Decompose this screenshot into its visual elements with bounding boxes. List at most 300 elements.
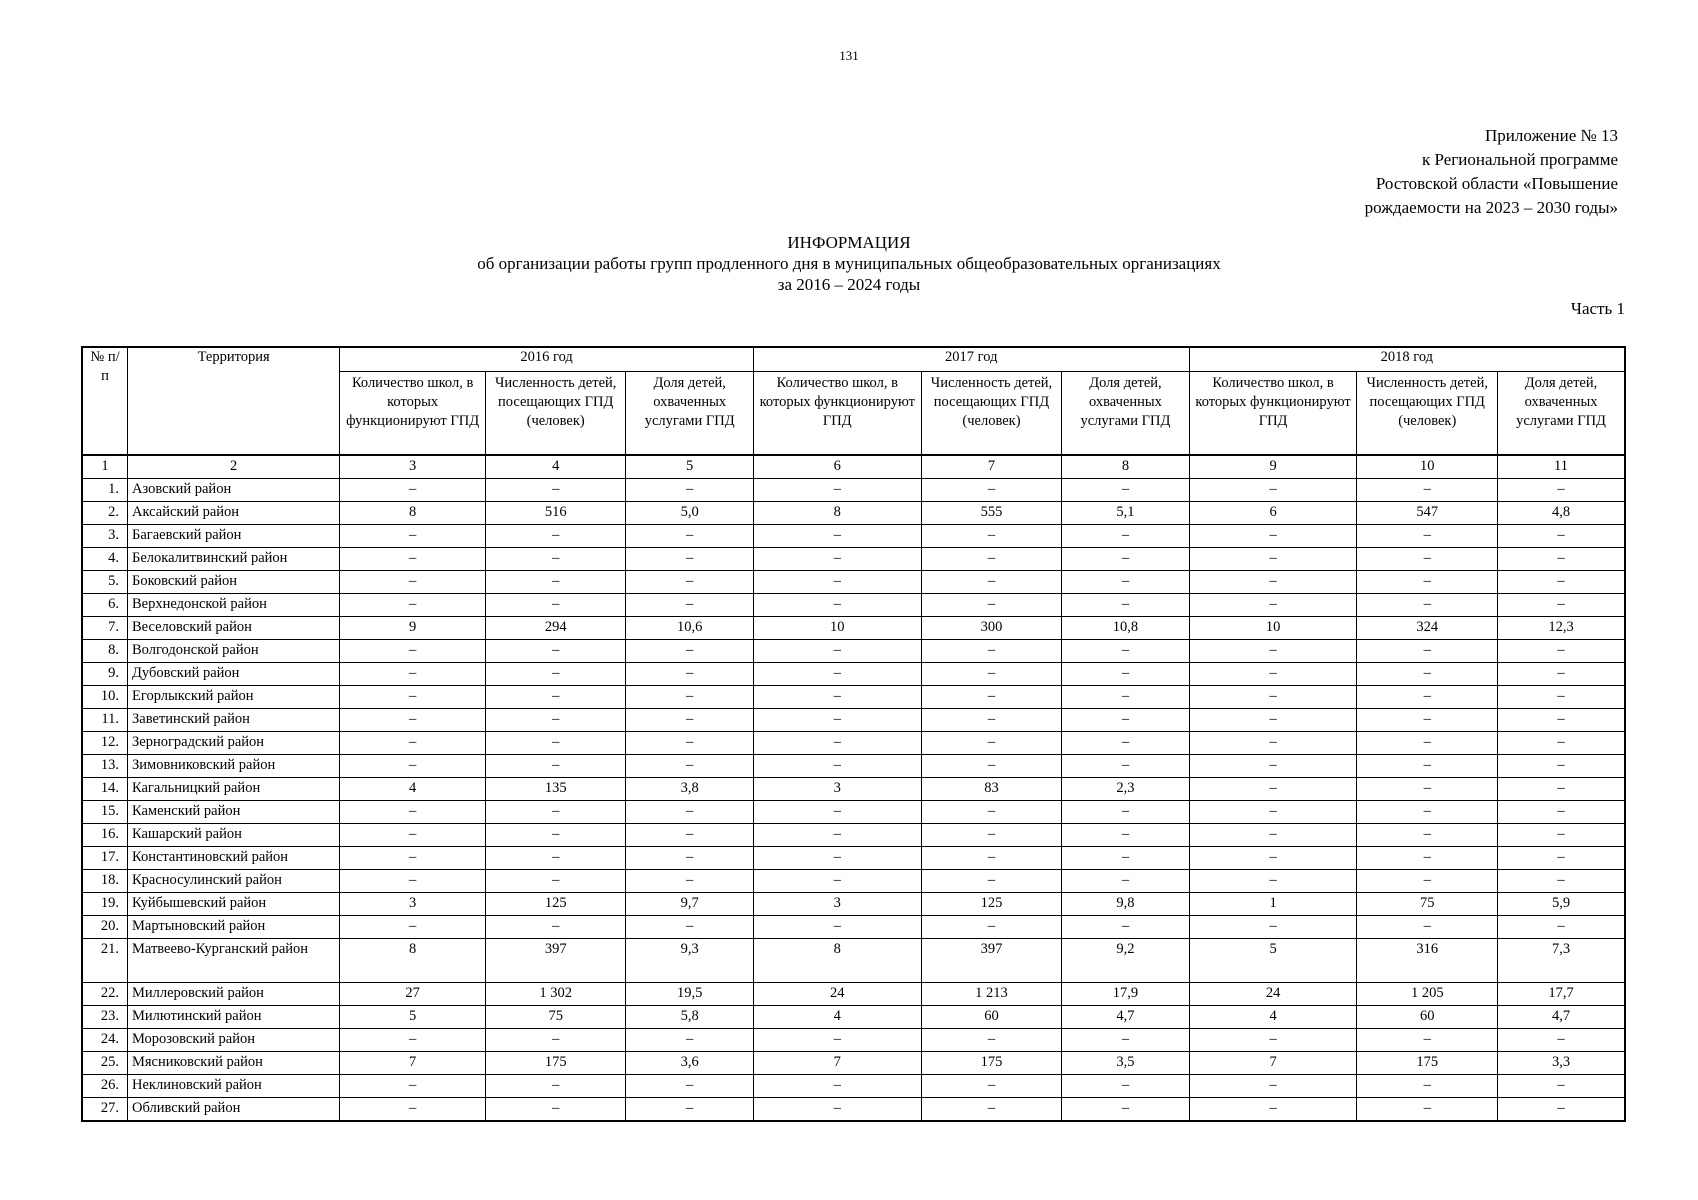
value-cell: – [753, 732, 921, 755]
table-row [82, 663, 1625, 686]
row-number: 18. [82, 870, 128, 893]
value-cell: – [340, 732, 486, 755]
value-cell: – [1357, 1075, 1498, 1098]
column-number: 1 [82, 455, 128, 479]
value-cell: – [340, 755, 486, 778]
value-cell: – [921, 801, 1062, 824]
value-cell: – [485, 1075, 626, 1098]
value-cell: – [753, 479, 921, 502]
value-cell: – [1357, 663, 1498, 686]
info-table [81, 346, 1626, 1122]
value-cell: – [1189, 594, 1357, 617]
value-cell: 17,7 [1498, 983, 1625, 1006]
table-row [82, 732, 1625, 755]
header-children-share: Доля детей, охваченных услугами ГПД [1498, 372, 1625, 456]
column-number: 10 [1357, 455, 1498, 479]
value-cell: 75 [485, 1006, 626, 1029]
value-cell: – [1498, 548, 1625, 571]
row-number: 9. [82, 663, 128, 686]
value-cell: – [340, 1075, 486, 1098]
value-cell: – [626, 479, 753, 502]
value-cell: – [340, 824, 486, 847]
value-cell: – [485, 594, 626, 617]
value-cell: – [1189, 732, 1357, 755]
table-row [82, 525, 1625, 548]
value-cell: – [340, 594, 486, 617]
value-cell: 75 [1357, 893, 1498, 916]
territory-name: Веселовский район [128, 617, 340, 640]
value-cell: 5,1 [1062, 502, 1189, 525]
territory-name: Верхнедонской район [128, 594, 340, 617]
header-children-share: Доля детей, охваченных услугами ГПД [1062, 372, 1189, 456]
territory-name: Заветинский район [128, 709, 340, 732]
value-cell: – [1189, 1098, 1357, 1122]
value-cell: – [340, 686, 486, 709]
value-cell: 83 [921, 778, 1062, 801]
value-cell: – [485, 755, 626, 778]
value-cell: – [1189, 479, 1357, 502]
value-cell: – [485, 824, 626, 847]
value-cell: 9,2 [1062, 939, 1189, 983]
value-cell: – [340, 663, 486, 686]
value-cell: – [485, 732, 626, 755]
value-cell: 3,6 [626, 1052, 753, 1075]
territory-name: Егорлыкский район [128, 686, 340, 709]
value-cell: – [1357, 640, 1498, 663]
table-row [82, 1029, 1625, 1052]
value-cell: – [921, 824, 1062, 847]
value-cell: 3,5 [1062, 1052, 1189, 1075]
value-cell: 135 [485, 778, 626, 801]
territory-name: Багаевский район [128, 525, 340, 548]
value-cell: – [753, 525, 921, 548]
value-cell: – [1062, 479, 1189, 502]
row-number: 23. [82, 1006, 128, 1029]
table-row [82, 983, 1625, 1006]
value-cell: – [485, 870, 626, 893]
value-cell: 294 [485, 617, 626, 640]
value-cell: 9,3 [626, 939, 753, 983]
value-cell: – [626, 686, 753, 709]
value-cell: – [626, 525, 753, 548]
value-cell: 1 302 [485, 983, 626, 1006]
value-cell: – [1189, 824, 1357, 847]
value-cell: – [1189, 525, 1357, 548]
value-cell: – [1498, 1098, 1625, 1122]
territory-name: Куйбышевский район [128, 893, 340, 916]
value-cell: – [1498, 778, 1625, 801]
row-number: 12. [82, 732, 128, 755]
value-cell: 1 205 [1357, 983, 1498, 1006]
value-cell: – [753, 847, 921, 870]
value-cell: – [1062, 709, 1189, 732]
value-cell: – [921, 548, 1062, 571]
value-cell: – [1498, 594, 1625, 617]
header-schools-count: Количество школ, в которых функционируют ГПД [753, 372, 921, 456]
value-cell: 3 [753, 778, 921, 801]
value-cell: – [485, 847, 626, 870]
column-number: 7 [921, 455, 1062, 479]
value-cell: – [1357, 824, 1498, 847]
value-cell: 7 [1189, 1052, 1357, 1075]
value-cell: – [485, 525, 626, 548]
value-cell: – [1062, 594, 1189, 617]
territory-name: Боковский район [128, 571, 340, 594]
value-cell: – [1498, 824, 1625, 847]
value-cell: – [1189, 571, 1357, 594]
row-number: 10. [82, 686, 128, 709]
table-row [82, 893, 1625, 916]
value-cell: – [921, 525, 1062, 548]
value-cell: – [340, 525, 486, 548]
value-cell: – [1357, 801, 1498, 824]
value-cell: – [626, 571, 753, 594]
value-cell: – [340, 709, 486, 732]
value-cell: – [340, 571, 486, 594]
value-cell: 7 [340, 1052, 486, 1075]
value-cell: – [753, 1098, 921, 1122]
value-cell: 60 [921, 1006, 1062, 1029]
table-row [82, 709, 1625, 732]
value-cell: 9,7 [626, 893, 753, 916]
territory-name: Дубовский район [128, 663, 340, 686]
value-cell: 2,3 [1062, 778, 1189, 801]
value-cell: – [753, 801, 921, 824]
appendix-note [1365, 124, 1618, 220]
territory-name: Кашарский район [128, 824, 340, 847]
value-cell: – [753, 1029, 921, 1052]
value-cell: – [921, 870, 1062, 893]
column-number: 4 [485, 455, 626, 479]
value-cell: – [921, 663, 1062, 686]
value-cell: – [626, 870, 753, 893]
value-cell: – [1189, 663, 1357, 686]
value-cell: – [1189, 1075, 1357, 1098]
value-cell: – [626, 732, 753, 755]
appendix-line: рождаемости на 2023 – 2030 годы» [1364, 198, 1618, 217]
value-cell: – [1189, 755, 1357, 778]
value-cell: 324 [1357, 617, 1498, 640]
value-cell: 3 [340, 893, 486, 916]
row-number: 21. [82, 939, 128, 983]
column-number: 11 [1498, 455, 1625, 479]
row-number: 25. [82, 1052, 128, 1075]
value-cell: – [1189, 640, 1357, 663]
value-cell: – [1062, 571, 1189, 594]
row-number: 22. [82, 983, 128, 1006]
value-cell: 9 [340, 617, 486, 640]
value-cell: – [626, 1075, 753, 1098]
value-cell: 4 [753, 1006, 921, 1029]
value-cell: 5,0 [626, 502, 753, 525]
column-number: 6 [753, 455, 921, 479]
value-cell: – [340, 1029, 486, 1052]
territory-name: Матвеево-Курганский район [128, 939, 340, 983]
header-children-share: Доля детей, охваченных услугами ГПД [626, 372, 753, 456]
row-number: 8. [82, 640, 128, 663]
territory-name: Обливский район [128, 1098, 340, 1122]
value-cell: – [485, 916, 626, 939]
value-cell: – [485, 548, 626, 571]
value-cell: – [1062, 801, 1189, 824]
value-cell: – [753, 571, 921, 594]
value-cell: 8 [753, 939, 921, 983]
table-row [82, 755, 1625, 778]
value-cell: – [340, 479, 486, 502]
table-row [82, 617, 1625, 640]
value-cell: – [1062, 1029, 1189, 1052]
value-cell: – [485, 686, 626, 709]
table-row [82, 686, 1625, 709]
value-cell: – [626, 640, 753, 663]
value-cell: – [340, 548, 486, 571]
header-year: 2018 год [1189, 347, 1625, 372]
value-cell: – [340, 640, 486, 663]
header-year: 2016 год [340, 347, 754, 372]
header-year: 2017 год [753, 347, 1189, 372]
territory-name: Красносулинский район [128, 870, 340, 893]
value-cell: 9,8 [1062, 893, 1189, 916]
value-cell: 17,9 [1062, 983, 1189, 1006]
table-row [82, 1075, 1625, 1098]
value-cell: 6 [1189, 502, 1357, 525]
territory-name: Неклиновский район [128, 1075, 340, 1098]
value-cell: – [485, 801, 626, 824]
value-cell: – [1357, 755, 1498, 778]
value-cell: – [626, 847, 753, 870]
value-cell: 8 [340, 939, 486, 983]
page-number: 131 [839, 48, 859, 63]
value-cell: – [921, 755, 1062, 778]
value-cell: – [1062, 525, 1189, 548]
column-number: 3 [340, 455, 486, 479]
value-cell: 5 [340, 1006, 486, 1029]
value-cell: – [1357, 709, 1498, 732]
value-cell: – [921, 916, 1062, 939]
header-children-count: Численность детей, посещающих ГПД (человек) [921, 372, 1062, 456]
value-cell: – [626, 1098, 753, 1122]
territory-name: Мясниковский район [128, 1052, 340, 1075]
value-cell: 397 [921, 939, 1062, 983]
value-cell: 547 [1357, 502, 1498, 525]
value-cell: 4,7 [1062, 1006, 1189, 1029]
value-cell: 8 [340, 502, 486, 525]
value-cell: – [753, 916, 921, 939]
value-cell: – [1357, 479, 1498, 502]
table-row [82, 640, 1625, 663]
value-cell: 175 [1357, 1052, 1498, 1075]
row-number: 6. [82, 594, 128, 617]
territory-name: Морозовский район [128, 1029, 340, 1052]
value-cell: – [1498, 686, 1625, 709]
value-cell: – [1189, 801, 1357, 824]
table-row [82, 1006, 1625, 1029]
header-row-number: № п/п [82, 347, 128, 455]
value-cell: – [1498, 640, 1625, 663]
row-number: 14. [82, 778, 128, 801]
column-number: 2 [128, 455, 340, 479]
value-cell: 24 [1189, 983, 1357, 1006]
row-number: 7. [82, 617, 128, 640]
value-cell: – [1357, 525, 1498, 548]
value-cell: – [1357, 548, 1498, 571]
value-cell: 5,8 [626, 1006, 753, 1029]
value-cell: – [626, 916, 753, 939]
value-cell: – [921, 847, 1062, 870]
value-cell: 300 [921, 617, 1062, 640]
value-cell: – [921, 640, 1062, 663]
table-row [82, 870, 1625, 893]
table-row [82, 801, 1625, 824]
value-cell: – [921, 1098, 1062, 1122]
value-cell: – [921, 709, 1062, 732]
table-row [82, 1052, 1625, 1075]
table-row [82, 916, 1625, 939]
value-cell: 516 [485, 502, 626, 525]
value-cell: – [1498, 525, 1625, 548]
value-cell: – [1189, 548, 1357, 571]
value-cell: – [485, 640, 626, 663]
column-number: 5 [626, 455, 753, 479]
table-row [82, 502, 1625, 525]
value-cell: – [340, 801, 486, 824]
territory-name: Зимовниковский район [128, 755, 340, 778]
value-cell: – [1357, 1098, 1498, 1122]
value-cell: – [921, 686, 1062, 709]
territory-name: Зерноградский район [128, 732, 340, 755]
value-cell: 175 [485, 1052, 626, 1075]
value-cell: – [1498, 709, 1625, 732]
value-cell: – [626, 824, 753, 847]
value-cell: 125 [921, 893, 1062, 916]
value-cell: 7,3 [1498, 939, 1625, 983]
value-cell: 60 [1357, 1006, 1498, 1029]
header-territory: Территория [128, 347, 340, 455]
value-cell: – [1357, 870, 1498, 893]
row-number: 5. [82, 571, 128, 594]
value-cell: – [626, 548, 753, 571]
value-cell: – [1062, 1098, 1189, 1122]
title-heading: ИНФОРМАЦИЯ [787, 233, 911, 252]
column-number: 8 [1062, 455, 1189, 479]
value-cell: 1 [1189, 893, 1357, 916]
row-number: 15. [82, 801, 128, 824]
row-number: 16. [82, 824, 128, 847]
value-cell: – [1189, 870, 1357, 893]
value-cell: – [626, 594, 753, 617]
value-cell: 1 213 [921, 983, 1062, 1006]
territory-name: Азовский район [128, 479, 340, 502]
row-number: 19. [82, 893, 128, 916]
table-row [82, 847, 1625, 870]
value-cell: 3,8 [626, 778, 753, 801]
appendix-line: Приложение № 13 [1485, 126, 1618, 145]
value-cell: – [753, 640, 921, 663]
value-cell: – [1357, 847, 1498, 870]
value-cell: – [1062, 663, 1189, 686]
value-cell: – [1062, 870, 1189, 893]
appendix-line: Ростовской области «Повышение [1375, 174, 1618, 193]
value-cell: 4 [1189, 1006, 1357, 1029]
value-cell: – [1498, 870, 1625, 893]
value-cell: – [1189, 916, 1357, 939]
value-cell: – [753, 709, 921, 732]
value-cell: – [340, 847, 486, 870]
value-cell: 27 [340, 983, 486, 1006]
table-row [82, 824, 1625, 847]
value-cell: 5 [1189, 939, 1357, 983]
value-cell: – [340, 1098, 486, 1122]
document-title [0, 232, 1698, 295]
value-cell: 5,9 [1498, 893, 1625, 916]
territory-name: Волгодонской район [128, 640, 340, 663]
value-cell: – [626, 755, 753, 778]
value-cell: – [1498, 916, 1625, 939]
value-cell: – [753, 594, 921, 617]
table-row [82, 594, 1625, 617]
appendix-line: к Региональной программе [1421, 150, 1618, 169]
value-cell: – [1062, 548, 1189, 571]
value-cell: – [753, 870, 921, 893]
row-number: 24. [82, 1029, 128, 1052]
header-children-count: Численность детей, посещающих ГПД (человек) [1357, 372, 1498, 456]
territory-name: Милютинский район [128, 1006, 340, 1029]
value-cell: 4 [340, 778, 486, 801]
value-cell: – [1357, 732, 1498, 755]
value-cell: – [340, 870, 486, 893]
value-cell: – [340, 916, 486, 939]
value-cell: – [1357, 571, 1498, 594]
value-cell: – [1498, 847, 1625, 870]
value-cell: 10,8 [1062, 617, 1189, 640]
row-number: 11. [82, 709, 128, 732]
territory-name: Мартыновский район [128, 916, 340, 939]
value-cell: – [485, 571, 626, 594]
value-cell: 10,6 [626, 617, 753, 640]
value-cell: – [1498, 755, 1625, 778]
value-cell: – [485, 709, 626, 732]
value-cell: 316 [1357, 939, 1498, 983]
value-cell: – [1189, 778, 1357, 801]
table-row [82, 479, 1625, 502]
value-cell: – [1498, 732, 1625, 755]
value-cell: – [1498, 479, 1625, 502]
value-cell: – [753, 824, 921, 847]
value-cell: – [485, 663, 626, 686]
territory-name: Константиновский район [128, 847, 340, 870]
value-cell: – [1062, 732, 1189, 755]
value-cell: – [921, 594, 1062, 617]
row-number: 1. [82, 479, 128, 502]
value-cell: – [921, 732, 1062, 755]
value-cell: 125 [485, 893, 626, 916]
value-cell: – [626, 801, 753, 824]
row-number: 17. [82, 847, 128, 870]
table-row [82, 939, 1625, 983]
value-cell: 397 [485, 939, 626, 983]
territory-name: Аксайский район [128, 502, 340, 525]
territory-name: Каменский район [128, 801, 340, 824]
value-cell: 24 [753, 983, 921, 1006]
value-cell: – [1189, 709, 1357, 732]
value-cell: 3 [753, 893, 921, 916]
value-cell: – [626, 663, 753, 686]
value-cell: – [1189, 847, 1357, 870]
value-cell: – [1498, 1029, 1625, 1052]
value-cell: – [921, 1029, 1062, 1052]
value-cell: 4,8 [1498, 502, 1625, 525]
value-cell: – [1357, 686, 1498, 709]
